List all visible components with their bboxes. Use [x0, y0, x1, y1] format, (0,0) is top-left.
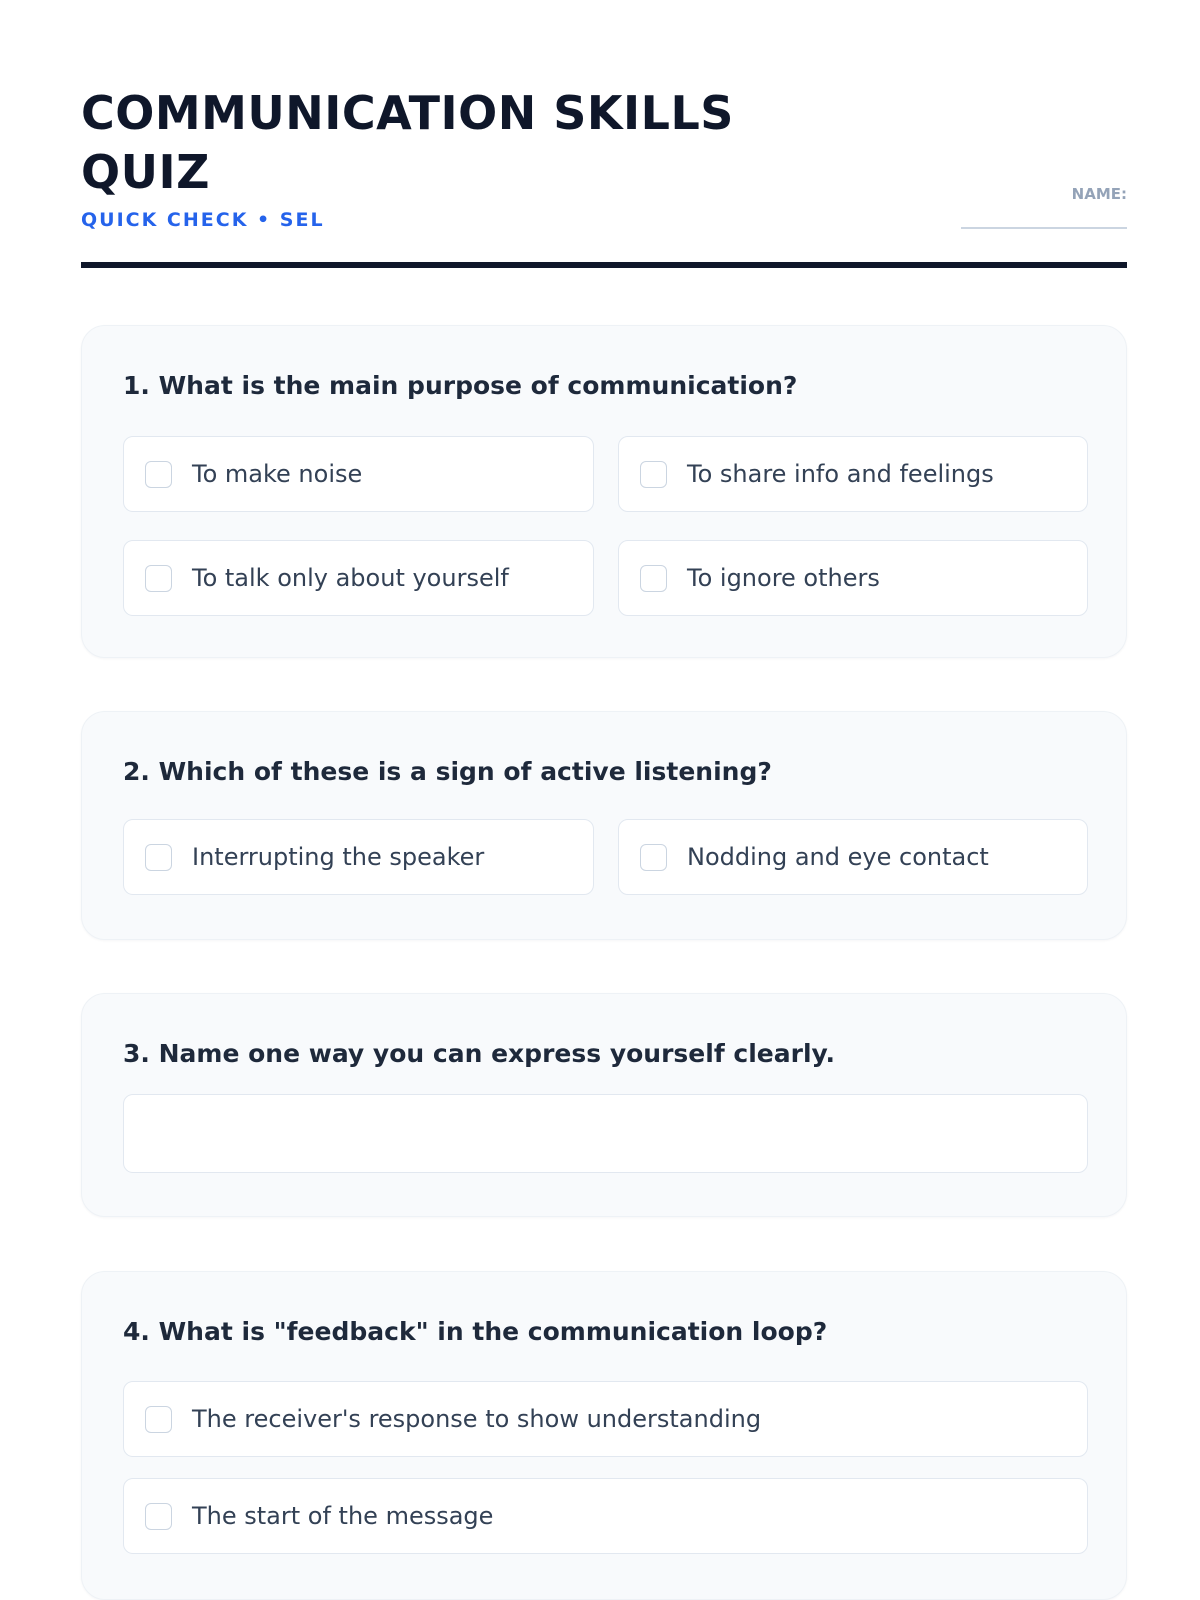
question-text: 1. What is the main purpose of communication?: [123, 371, 798, 400]
option-label: To share info and feelings: [687, 460, 994, 488]
page-subtitle: QUICK CHECK • SEL: [81, 209, 325, 231]
question-text: 2. Which of these is a sign of active listening?: [123, 757, 772, 786]
option-label: The receiver's response to show understanding: [192, 1405, 762, 1433]
answer-option[interactable]: [123, 1478, 1088, 1554]
checkbox[interactable]: [145, 565, 172, 592]
page-title: COMMUNICATION SKILLS QUIZ: [81, 86, 734, 199]
checkbox[interactable]: [640, 461, 667, 488]
option-label: The start of the message: [192, 1502, 494, 1530]
question-text: 3. Name one way you can express yourself clearly.: [123, 1039, 836, 1068]
option-label: To make noise: [192, 460, 363, 488]
answer-option[interactable]: [618, 436, 1088, 512]
checkbox[interactable]: [145, 1503, 172, 1530]
question-card-2: [81, 711, 1127, 940]
answer-input[interactable]: [123, 1094, 1088, 1173]
name-field[interactable]: [961, 227, 1127, 229]
checkbox[interactable]: [145, 461, 172, 488]
question-card-4: [81, 1271, 1127, 1600]
option-label: Nodding and eye contact: [687, 843, 989, 871]
quiz-header: [81, 84, 1127, 270]
quiz-page: [81, 0, 1127, 1600]
question-card-3: [81, 993, 1127, 1217]
answer-option[interactable]: [618, 540, 1088, 616]
answer-option[interactable]: [123, 1381, 1088, 1457]
question-text: 4. What is "feedback" in the communication loop?: [123, 1317, 828, 1346]
option-label: To ignore others: [687, 564, 880, 592]
checkbox[interactable]: [640, 844, 667, 871]
answer-option[interactable]: [123, 436, 594, 512]
answer-option[interactable]: [123, 819, 594, 895]
name-label: NAME:: [1071, 185, 1127, 203]
option-label: To talk only about yourself: [192, 564, 509, 592]
answer-option[interactable]: [123, 540, 594, 616]
header-divider: [81, 262, 1127, 268]
checkbox[interactable]: [145, 844, 172, 871]
answer-option[interactable]: [618, 819, 1088, 895]
option-label: Interrupting the speaker: [192, 843, 485, 871]
question-card-1: [81, 325, 1127, 658]
checkbox[interactable]: [640, 565, 667, 592]
checkbox[interactable]: [145, 1406, 172, 1433]
